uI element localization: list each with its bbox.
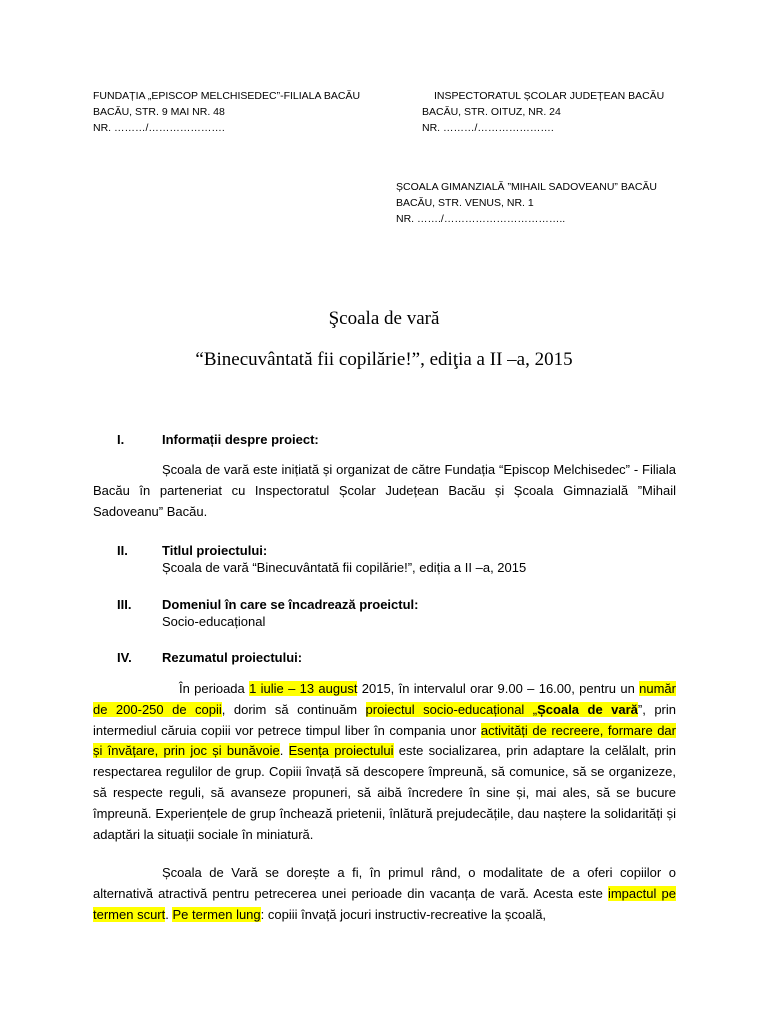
summary-text: ”, prin intermediul căruia copiii vor petrece timpul liber în compania unor: [93, 701, 676, 738]
header-school: [396, 179, 657, 227]
section-1: [162, 431, 319, 448]
header-foundation-name: FUNDAȚIA „EPISCOP MELCHISEDEC”-FILIALA BACĂU: [93, 90, 361, 102]
section-2-heading: Titlul proiectului:: [162, 543, 268, 558]
highlight-activities: activități de recreere, formare dar și învățare, prin joc și bunăvoie: [93, 722, 676, 759]
header-school-number: NR. ……./……………………………..: [396, 213, 566, 225]
header-foundation-address: BACĂU, STR. 9 MAI NR. 48: [93, 106, 225, 118]
summary-text: .: [279, 743, 289, 759]
section-1-heading: Informații despre proiect:: [162, 432, 319, 447]
highlight-school-name: Școala de vară: [537, 701, 638, 717]
header-foundation: [93, 88, 360, 136]
section-4-number: IV.: [117, 650, 132, 665]
document-subtitle: “Binecuvântată fii copilărie!”, ediţia a II –a, 2015: [195, 349, 573, 370]
section-2-text: Școala de vară “Binecuvântată fii copilărie!”, ediția a II –a, 2015: [162, 560, 527, 575]
section-4: [162, 649, 302, 666]
section-3: [162, 596, 418, 630]
header-inspectorate-name: INSPECTORATUL ȘCOLAR JUDEȚEAN BACĂU: [434, 90, 665, 102]
highlight-period: 1 iulie – 13 august: [249, 681, 358, 696]
summary-text: 2015, în intervalul orar 9.00 – 16.00, pentru un: [357, 681, 640, 696]
section-3-heading: Domeniul în care se încadrează proeictul:: [162, 597, 419, 612]
summary-text: este socializarea, prin adaptare la celălalt, prin respectarea regulilor de grup. Copiii învață să descopere împreună, să comunice, să se organizeze, să respecte reguli, să avanseze propuneri, să aibă încredere în sine și, mai ales, să se bucure împreună. Experiențele de grup închează prietenii, înlătură prejudecățile, dau naștere la solidarități și adaptări la situații sociale în miniatură.: [93, 743, 677, 842]
section-1-number: I.: [117, 432, 125, 447]
highlight-children-count: număr de 200-250 de copii: [93, 681, 676, 717]
header-inspectorate-address: BACĂU, STR. OITUZ, NR. 24: [422, 106, 561, 118]
summary-text: În perioada: [179, 681, 250, 696]
document-title: Şcoala de vară: [328, 308, 440, 329]
header-foundation-number: NR. ………/………………….: [93, 122, 225, 134]
highlight-long-term: Pe termen lung: [172, 906, 261, 922]
intro-paragraph-text: Școala de vară este inițiată și organizat de către Fundația “Episcop Melchisedec” - Filiala Bacău în parteneriat cu Inspectoratul Școlar Județean Bacău și Școala Gimnazială ”Mihail Sadoveanu” Bacău.: [93, 462, 676, 519]
highlight-short-term: impactul pe termen scurt: [93, 885, 676, 922]
section-2-number: II.: [117, 543, 128, 558]
impact-paragraph: [93, 863, 676, 925]
highlight-project: proiectul socio-educațional „: [365, 701, 538, 717]
impact-text: .: [165, 906, 173, 922]
header-inspectorate-number: NR. ………/………………….: [422, 122, 554, 134]
intro-paragraph: [93, 460, 676, 522]
impact-text: Școala de Vară se dorește a fi, în primul rând, o modalitate de a oferi copiilor o alternativă atractivă pentru petrecerea unei perioade din vacanța de vară. Acesta este: [93, 865, 676, 901]
section-2: [162, 542, 526, 576]
header-school-address: BACĂU, STR. VENUS, NR. 1: [396, 197, 534, 209]
header-school-name: ȘCOALA GIMANZIALĂ ”MIHAIL SADOVEANU” BACĂU: [396, 181, 658, 193]
section-3-text: Socio-educațional: [162, 614, 266, 629]
header-inspectorate: [422, 88, 664, 136]
highlight-essence: Esența proiectului: [288, 743, 394, 759]
summary-paragraph: [93, 679, 676, 845]
section-4-heading: Rezumatul proiectului:: [162, 650, 303, 665]
summary-text: , dorim să continuăm: [221, 701, 366, 717]
impact-text: : copiii învață jocuri instructiv-recreative la școală,: [260, 906, 547, 922]
section-3-number: III.: [117, 597, 132, 612]
